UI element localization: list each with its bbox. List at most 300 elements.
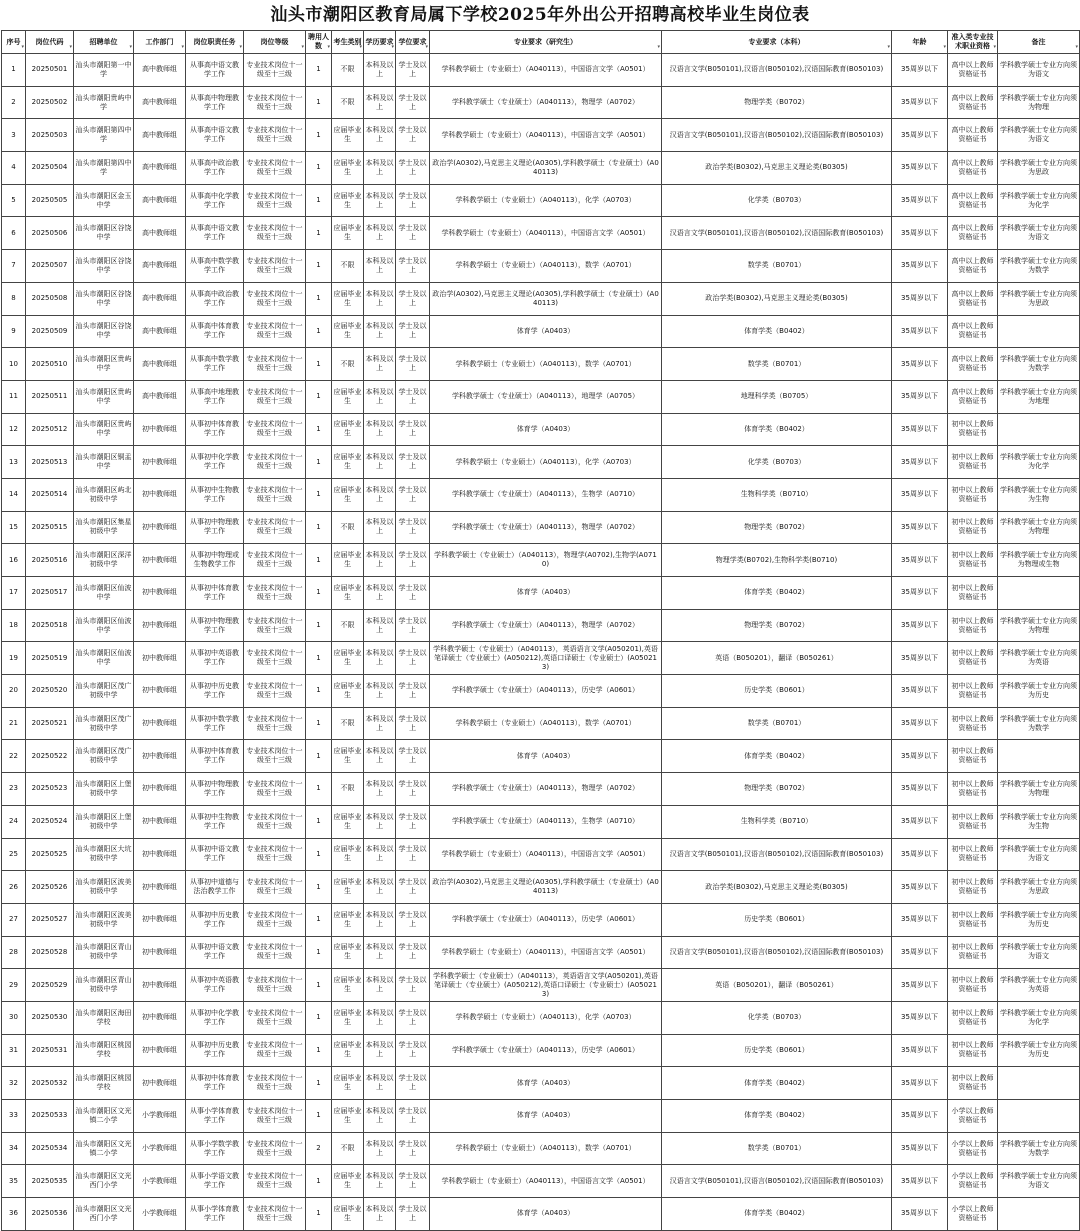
- cell-education: 本科及以上: [364, 478, 396, 511]
- cell-remarks: 学科教学硕士专业方向须为生物: [998, 478, 1080, 511]
- header-label: 序号: [6, 37, 21, 46]
- cell-department: 初中教师组: [134, 511, 186, 544]
- cell-major-grad: 学科教学硕士（专业硕士）（A040113），生物学（A0710）: [430, 805, 662, 838]
- header-label: 岗位等级: [260, 37, 289, 46]
- cell-major-grad: 学科教学硕士（专业硕士）（A040113），物理学（A0702）: [430, 511, 662, 544]
- cell-education: 本科及以上: [364, 707, 396, 740]
- header-label: 工作部门: [145, 37, 174, 46]
- cell-education: 本科及以上: [364, 773, 396, 806]
- cell-major-grad: 政治学(A0302),马克思主义理论(A0305),学科教学硕士（专业硕士）(A040113): [430, 282, 662, 315]
- table-row: [2, 740, 1080, 773]
- cell-degree: 学士及以上: [396, 282, 430, 315]
- cell-department: 初中教师组: [134, 838, 186, 871]
- filter-dropdown-icon[interactable]: ▾: [993, 44, 996, 50]
- cell-unit: 汕头市潮阳第四中学: [74, 152, 134, 185]
- cell-remarks: 学科教学硕士专业方向须为数学: [998, 1132, 1080, 1165]
- header-row: [2, 31, 1080, 54]
- header-label: 专业要求（本科）: [748, 37, 805, 46]
- cell-candidate-type: 不限: [332, 511, 364, 544]
- cell-major-undergrad: 数学类（B0701）: [662, 348, 892, 381]
- cell-qualification: 初中以上教师资格证书: [948, 577, 998, 610]
- cell-education: 本科及以上: [364, 609, 396, 642]
- cell-headcount: 1: [306, 969, 332, 1002]
- header-label: 备注: [1031, 37, 1046, 46]
- cell-age: 35周岁以下: [892, 969, 948, 1002]
- cell-qualification: 初中以上教师资格证书: [948, 805, 998, 838]
- cell-major-grad: 体育学（A0403）: [430, 577, 662, 610]
- table-row: [2, 54, 1080, 87]
- cell-index: 3: [2, 119, 26, 152]
- cell-candidate-type: 应届毕业生: [332, 544, 364, 577]
- table-row: [2, 1165, 1080, 1198]
- cell-degree: 学士及以上: [396, 184, 430, 217]
- filter-dropdown-icon[interactable]: ▾: [887, 44, 890, 50]
- cell-unit: 汕头市潮阳区铜盂中学: [74, 446, 134, 479]
- cell-major-grad: 学科教学硕士（专业硕士）（A040113），历史学（A0601）: [430, 1034, 662, 1067]
- cell-education: 本科及以上: [364, 511, 396, 544]
- cell-headcount: 1: [306, 805, 332, 838]
- header-col-qualification[interactable]: [948, 31, 998, 54]
- cell-remarks: 学科教学硕士专业方向须为化学: [998, 184, 1080, 217]
- cell-major-grad: 政治学(A0302),马克思主义理论(A0305),学科教学硕士（专业硕士）(A040113): [430, 152, 662, 185]
- cell-code: 20250536: [26, 1198, 74, 1231]
- cell-major-grad: 学科教学硕士（专业硕士）（A040113），中国语言文学（A0501）: [430, 1165, 662, 1198]
- cell-education: 本科及以上: [364, 544, 396, 577]
- filter-dropdown-icon[interactable]: ▾: [301, 44, 304, 50]
- cell-grade: 专业技术岗位十一级至十三级: [244, 1198, 306, 1231]
- cell-major-undergrad: 体育学类（B0402）: [662, 1067, 892, 1100]
- cell-code: 20250525: [26, 838, 74, 871]
- cell-grade: 专业技术岗位十一级至十三级: [244, 54, 306, 87]
- cell-remarks: 学科教学硕士专业方向须为英语: [998, 642, 1080, 675]
- cell-department: 初中教师组: [134, 740, 186, 773]
- cell-qualification: 初中以上教师资格证书: [948, 1034, 998, 1067]
- table-row: [2, 1034, 1080, 1067]
- cell-qualification: 初中以上教师资格证书: [948, 544, 998, 577]
- cell-major-undergrad: 汉语言文学(B050101),汉语言(B050102),汉语国际教育(B050103): [662, 838, 892, 871]
- cell-index: 36: [2, 1198, 26, 1231]
- cell-department: 初中教师组: [134, 773, 186, 806]
- cell-major-undergrad: 历史学类（B0601）: [662, 903, 892, 936]
- filter-dropdown-icon[interactable]: ▾: [1075, 44, 1078, 50]
- cell-code: 20250522: [26, 740, 74, 773]
- cell-headcount: 1: [306, 119, 332, 152]
- cell-major-undergrad: 体育学类（B0402）: [662, 1100, 892, 1133]
- header-col-code[interactable]: [26, 31, 74, 54]
- cell-major-grad: 体育学（A0403）: [430, 1198, 662, 1231]
- table-row: [2, 152, 1080, 185]
- cell-qualification: 高中以上教师资格证书: [948, 380, 998, 413]
- cell-candidate-type: 应届毕业生: [332, 152, 364, 185]
- cell-unit: 汕头市潮阳区茂广初级中学: [74, 707, 134, 740]
- cell-education: 本科及以上: [364, 54, 396, 87]
- cell-major-grad: 学科教学硕士（专业硕士）（A040113），中国语言文学（A0501）: [430, 217, 662, 250]
- cell-department: 初中教师组: [134, 936, 186, 969]
- cell-age: 35周岁以下: [892, 838, 948, 871]
- cell-grade: 专业技术岗位十一级至十三级: [244, 478, 306, 511]
- cell-headcount: 1: [306, 1198, 332, 1231]
- filter-dropdown-icon[interactable]: ▾: [239, 44, 242, 50]
- cell-candidate-type: 应届毕业生: [332, 1034, 364, 1067]
- cell-major-undergrad: 汉语言文学(B050101),汉语言(B050102),汉语国际教育(B050103): [662, 936, 892, 969]
- cell-index: 31: [2, 1034, 26, 1067]
- cell-department: 高中教师组: [134, 119, 186, 152]
- cell-code: 20250505: [26, 184, 74, 217]
- header-col-degree[interactable]: [396, 31, 430, 54]
- cell-remarks: [998, 315, 1080, 348]
- cell-grade: 专业技术岗位十一级至十三级: [244, 1067, 306, 1100]
- cell-index: 2: [2, 86, 26, 119]
- table-row: [2, 511, 1080, 544]
- filter-dropdown-icon[interactable]: ▾: [657, 44, 660, 50]
- cell-headcount: 1: [306, 54, 332, 87]
- table-row: [2, 1100, 1080, 1133]
- header-col-index[interactable]: [2, 31, 26, 54]
- cell-major-grad: 学科教学硕士（专业硕士）（A040113），化学（A0703）: [430, 184, 662, 217]
- cell-department: 小学教师组: [134, 1132, 186, 1165]
- cell-qualification: 高中以上教师资格证书: [948, 184, 998, 217]
- cell-remarks: 学科教学硕士专业方向须为地理: [998, 380, 1080, 413]
- cell-qualification: 初中以上教师资格证书: [948, 936, 998, 969]
- cell-unit: 汕头市潮阳区屿北初级中学: [74, 478, 134, 511]
- header-col-major-undergrad[interactable]: [662, 31, 892, 54]
- cell-degree: 学士及以上: [396, 1100, 430, 1133]
- cell-major-undergrad: 历史学类（B0601）: [662, 1034, 892, 1067]
- cell-education: 本科及以上: [364, 152, 396, 185]
- cell-qualification: 初中以上教师资格证书: [948, 871, 998, 904]
- cell-unit: 汕头市潮阳区谷饶中学: [74, 250, 134, 283]
- cell-unit: 汕头市潮阳区贵屿中学: [74, 380, 134, 413]
- cell-degree: 学士及以上: [396, 903, 430, 936]
- cell-code: 20250533: [26, 1100, 74, 1133]
- cell-major-undergrad: 物理学类（B0702）: [662, 86, 892, 119]
- cell-age: 35周岁以下: [892, 282, 948, 315]
- cell-department: 高中教师组: [134, 380, 186, 413]
- cell-major-undergrad: 物理学类（B0702）: [662, 773, 892, 806]
- cell-degree: 学士及以上: [396, 1001, 430, 1034]
- cell-degree: 学士及以上: [396, 1198, 430, 1231]
- header-col-duties[interactable]: [186, 31, 244, 54]
- cell-major-grad: 学科教学硕士（专业硕士）（A040113），中国语言文学（A0501）: [430, 54, 662, 87]
- header-col-major-grad[interactable]: [430, 31, 662, 54]
- filter-dropdown-icon[interactable]: ▾: [425, 44, 428, 50]
- cell-major-undergrad: 物理学类(B0702),生物科学类(B0710): [662, 544, 892, 577]
- header-label: 学位要求: [398, 37, 427, 46]
- cell-code: 20250504: [26, 152, 74, 185]
- cell-major-undergrad: 化学类（B0703）: [662, 446, 892, 479]
- cell-degree: 学士及以上: [396, 250, 430, 283]
- cell-candidate-type: 不限: [332, 609, 364, 642]
- cell-grade: 专业技术岗位十一级至十三级: [244, 838, 306, 871]
- cell-major-grad: 学科教学硕士（专业硕士）（A040113），物理学（A0702）: [430, 773, 662, 806]
- cell-degree: 学士及以上: [396, 936, 430, 969]
- cell-grade: 专业技术岗位十一级至十三级: [244, 86, 306, 119]
- cell-duties: 从事初中生物教学工作: [186, 478, 244, 511]
- cell-index: 21: [2, 707, 26, 740]
- table-row: [2, 773, 1080, 806]
- cell-headcount: 1: [306, 675, 332, 708]
- cell-unit: 汕头市潮阳第四中学: [74, 119, 134, 152]
- cell-unit: 汕头市潮阳区上堡初级中学: [74, 773, 134, 806]
- cell-index: 19: [2, 642, 26, 675]
- header-label: 专业要求（研究生）: [514, 37, 577, 46]
- cell-code: 20250535: [26, 1165, 74, 1198]
- cell-unit: 汕头市潮阳区文光镇二小学: [74, 1100, 134, 1133]
- cell-major-grad: 学科教学硕士（专业硕士）（A040113），中国语言文学（A0501）: [430, 838, 662, 871]
- filter-dropdown-icon[interactable]: ▾: [359, 44, 362, 50]
- cell-degree: 学士及以上: [396, 675, 430, 708]
- header-label: 考生类别: [333, 37, 362, 46]
- cell-major-undergrad: 物理学类（B0702）: [662, 511, 892, 544]
- table-row: [2, 805, 1080, 838]
- cell-department: 初中教师组: [134, 1034, 186, 1067]
- cell-unit: 汕头市潮阳区深洋初级中学: [74, 544, 134, 577]
- cell-candidate-type: 不限: [332, 86, 364, 119]
- cell-code: 20250506: [26, 217, 74, 250]
- cell-code: 20250532: [26, 1067, 74, 1100]
- filter-dropdown-icon[interactable]: ▾: [129, 44, 132, 50]
- cell-candidate-type: 应届毕业生: [332, 1001, 364, 1034]
- cell-headcount: 1: [306, 936, 332, 969]
- cell-grade: 专业技术岗位十一级至十三级: [244, 152, 306, 185]
- cell-duties: 从事高中化学教学工作: [186, 184, 244, 217]
- header-col-education[interactable]: [364, 31, 396, 54]
- cell-major-undergrad: 体育学类（B0402）: [662, 740, 892, 773]
- cell-age: 35周岁以下: [892, 805, 948, 838]
- cell-grade: 专业技术岗位十一级至十三级: [244, 217, 306, 250]
- cell-education: 本科及以上: [364, 577, 396, 610]
- cell-headcount: 1: [306, 348, 332, 381]
- cell-degree: 学士及以上: [396, 119, 430, 152]
- cell-major-grad: 学科教学硕士（专业硕士）（A040113），数学（A0701）: [430, 707, 662, 740]
- cell-headcount: 1: [306, 903, 332, 936]
- cell-department: 高中教师组: [134, 315, 186, 348]
- cell-unit: 汕头市潮阳区谷饶中学: [74, 217, 134, 250]
- cell-degree: 学士及以上: [396, 315, 430, 348]
- cell-candidate-type: 应届毕业生: [332, 380, 364, 413]
- cell-index: 33: [2, 1100, 26, 1133]
- cell-degree: 学士及以上: [396, 805, 430, 838]
- cell-candidate-type: 应届毕业生: [332, 577, 364, 610]
- cell-remarks: 学科教学硕士专业方向须为语文: [998, 1165, 1080, 1198]
- cell-headcount: 1: [306, 1165, 332, 1198]
- cell-code: 20250511: [26, 380, 74, 413]
- cell-grade: 专业技术岗位十一级至十三级: [244, 184, 306, 217]
- header-col-candidate-type[interactable]: [332, 31, 364, 54]
- cell-candidate-type: 不限: [332, 1132, 364, 1165]
- cell-degree: 学士及以上: [396, 478, 430, 511]
- cell-unit: 汕头市潮阳区集星初级中学: [74, 511, 134, 544]
- cell-candidate-type: 不限: [332, 250, 364, 283]
- cell-degree: 学士及以上: [396, 1165, 430, 1198]
- cell-education: 本科及以上: [364, 413, 396, 446]
- cell-candidate-type: 应届毕业生: [332, 740, 364, 773]
- cell-grade: 专业技术岗位十一级至十三级: [244, 707, 306, 740]
- cell-code: 20250523: [26, 773, 74, 806]
- table-row: [2, 903, 1080, 936]
- cell-duties: 从事高中语文教学工作: [186, 54, 244, 87]
- cell-candidate-type: 应届毕业生: [332, 1165, 364, 1198]
- cell-major-grad: 体育学（A0403）: [430, 1100, 662, 1133]
- filter-dropdown-icon[interactable]: ▾: [391, 44, 394, 50]
- table-row: [2, 184, 1080, 217]
- cell-unit: 汕头市潮阳贵屿中学: [74, 86, 134, 119]
- table-row: [2, 707, 1080, 740]
- cell-code: 20250531: [26, 1034, 74, 1067]
- cell-code: 20250502: [26, 86, 74, 119]
- cell-unit: 汕头市潮阳区贵屿中学: [74, 348, 134, 381]
- cell-department: 初中教师组: [134, 544, 186, 577]
- cell-remarks: [998, 1198, 1080, 1231]
- cell-duties: 从事小学体育教学工作: [186, 1100, 244, 1133]
- cell-headcount: 1: [306, 609, 332, 642]
- cell-candidate-type: 应届毕业生: [332, 1198, 364, 1231]
- cell-unit: 汕头市潮阳区贵屿中学: [74, 413, 134, 446]
- cell-code: 20250514: [26, 478, 74, 511]
- cell-candidate-type: 不限: [332, 54, 364, 87]
- cell-index: 10: [2, 348, 26, 381]
- cell-remarks: 学科教学硕士专业方向须为数学: [998, 250, 1080, 283]
- cell-grade: 专业技术岗位十一级至十三级: [244, 675, 306, 708]
- cell-major-grad: 学科教学硕士（专业硕士）（A040113），地理学（A0705）: [430, 380, 662, 413]
- cell-duties: 从事初中体育教学工作: [186, 413, 244, 446]
- cell-code: 20250508: [26, 282, 74, 315]
- cell-department: 高中教师组: [134, 152, 186, 185]
- filter-dropdown-icon[interactable]: ▾: [327, 44, 330, 50]
- filter-dropdown-icon[interactable]: ▾: [943, 44, 946, 50]
- cell-department: 初中教师组: [134, 903, 186, 936]
- cell-age: 35周岁以下: [892, 250, 948, 283]
- cell-duties: 从事小学语文教学工作: [186, 1165, 244, 1198]
- filter-dropdown-icon[interactable]: ▾: [21, 44, 24, 50]
- cell-qualification: 初中以上教师资格证书: [948, 675, 998, 708]
- cell-index: 6: [2, 217, 26, 250]
- header-label: 学历要求: [365, 37, 394, 46]
- cell-grade: 专业技术岗位十一级至十三级: [244, 903, 306, 936]
- cell-education: 本科及以上: [364, 315, 396, 348]
- cell-department: 高中教师组: [134, 184, 186, 217]
- cell-headcount: 1: [306, 1034, 332, 1067]
- cell-candidate-type: 应届毕业生: [332, 805, 364, 838]
- cell-grade: 专业技术岗位十一级至十三级: [244, 577, 306, 610]
- cell-major-undergrad: 历史学类（B0601）: [662, 675, 892, 708]
- header-col-grade[interactable]: [244, 31, 306, 54]
- cell-department: 高中教师组: [134, 86, 186, 119]
- cell-age: 35周岁以下: [892, 1100, 948, 1133]
- cell-remarks: 学科教学硕士专业方向须为历史: [998, 903, 1080, 936]
- cell-department: 高中教师组: [134, 217, 186, 250]
- cell-grade: 专业技术岗位十一级至十三级: [244, 119, 306, 152]
- cell-grade: 专业技术岗位十一级至十三级: [244, 413, 306, 446]
- cell-qualification: 初中以上教师资格证书: [948, 609, 998, 642]
- cell-major-grad: 体育学（A0403）: [430, 740, 662, 773]
- cell-qualification: 初中以上教师资格证书: [948, 740, 998, 773]
- table-row: [2, 1067, 1080, 1100]
- table-row: [2, 642, 1080, 675]
- table-row: [2, 1132, 1080, 1165]
- cell-grade: 专业技术岗位十一级至十三级: [244, 642, 306, 675]
- cell-duties: 从事初中物理教学工作: [186, 609, 244, 642]
- cell-unit: 汕头市潮阳区波美初级中学: [74, 871, 134, 904]
- header-col-unit[interactable]: [74, 31, 134, 54]
- cell-qualification: 初中以上教师资格证书: [948, 1001, 998, 1034]
- cell-qualification: 初中以上教师资格证书: [948, 903, 998, 936]
- cell-education: 本科及以上: [364, 642, 396, 675]
- table-row: [2, 119, 1080, 152]
- cell-remarks: 学科教学硕士专业方向须为思政: [998, 152, 1080, 185]
- cell-age: 35周岁以下: [892, 675, 948, 708]
- cell-index: 12: [2, 413, 26, 446]
- cell-code: 20250530: [26, 1001, 74, 1034]
- header-label: 招聘单位: [89, 37, 118, 46]
- cell-department: 初中教师组: [134, 675, 186, 708]
- cell-candidate-type: 应届毕业生: [332, 675, 364, 708]
- cell-department: 初中教师组: [134, 1001, 186, 1034]
- cell-candidate-type: 应届毕业生: [332, 1067, 364, 1100]
- filter-dropdown-icon[interactable]: ▾: [69, 44, 72, 50]
- cell-index: 20: [2, 675, 26, 708]
- cell-duties: 从事高中语文教学工作: [186, 119, 244, 152]
- table-body: [2, 54, 1080, 1231]
- cell-index: 9: [2, 315, 26, 348]
- cell-major-undergrad: 政治学类(B0302),马克思主义理论类(B0305): [662, 282, 892, 315]
- cell-major-grad: 体育学（A0403）: [430, 315, 662, 348]
- cell-age: 35周岁以下: [892, 478, 948, 511]
- cell-candidate-type: 应届毕业生: [332, 282, 364, 315]
- header-col-headcount[interactable]: [306, 31, 332, 54]
- cell-age: 35周岁以下: [892, 413, 948, 446]
- cell-index: 34: [2, 1132, 26, 1165]
- cell-remarks: 学科教学硕士专业方向须为语文: [998, 838, 1080, 871]
- cell-department: 初中教师组: [134, 413, 186, 446]
- cell-age: 35周岁以下: [892, 511, 948, 544]
- cell-code: 20250529: [26, 969, 74, 1002]
- cell-index: 5: [2, 184, 26, 217]
- cell-education: 本科及以上: [364, 936, 396, 969]
- cell-major-grad: 学科教学硕士（专业硕士）（A040113），历史学（A0601）: [430, 903, 662, 936]
- cell-major-grad: 学科教学硕士（专业硕士）（A040113），物理学（A0702）: [430, 86, 662, 119]
- cell-duties: 从事初中物理或生物教学工作: [186, 544, 244, 577]
- cell-education: 本科及以上: [364, 184, 396, 217]
- filter-dropdown-icon[interactable]: ▾: [181, 44, 184, 50]
- cell-unit: 汕头市潮阳区上堡初级中学: [74, 805, 134, 838]
- cell-degree: 学士及以上: [396, 1067, 430, 1100]
- cell-code: 20250517: [26, 577, 74, 610]
- cell-index: 35: [2, 1165, 26, 1198]
- cell-degree: 学士及以上: [396, 642, 430, 675]
- cell-headcount: 1: [306, 707, 332, 740]
- cell-duties: 从事初中生物教学工作: [186, 805, 244, 838]
- cell-index: 11: [2, 380, 26, 413]
- cell-qualification: 高中以上教师资格证书: [948, 86, 998, 119]
- cell-remarks: 学科教学硕士专业方向须为物理: [998, 609, 1080, 642]
- cell-headcount: 1: [306, 315, 332, 348]
- cell-remarks: [998, 413, 1080, 446]
- cell-unit: 汕头市潮阳区谷饶中学: [74, 282, 134, 315]
- cell-age: 35周岁以下: [892, 446, 948, 479]
- cell-candidate-type: 应届毕业生: [332, 936, 364, 969]
- header-col-remarks[interactable]: [998, 31, 1080, 54]
- header-col-age[interactable]: [892, 31, 948, 54]
- cell-index: 8: [2, 282, 26, 315]
- cell-grade: 专业技术岗位十一级至十三级: [244, 1034, 306, 1067]
- cell-grade: 专业技术岗位十一级至十三级: [244, 609, 306, 642]
- cell-index: 22: [2, 740, 26, 773]
- cell-degree: 学士及以上: [396, 773, 430, 806]
- cell-candidate-type: 不限: [332, 773, 364, 806]
- cell-major-grad: 学科教学硕士（专业硕士）（A040113），数学（A0701）: [430, 250, 662, 283]
- header-col-department[interactable]: [134, 31, 186, 54]
